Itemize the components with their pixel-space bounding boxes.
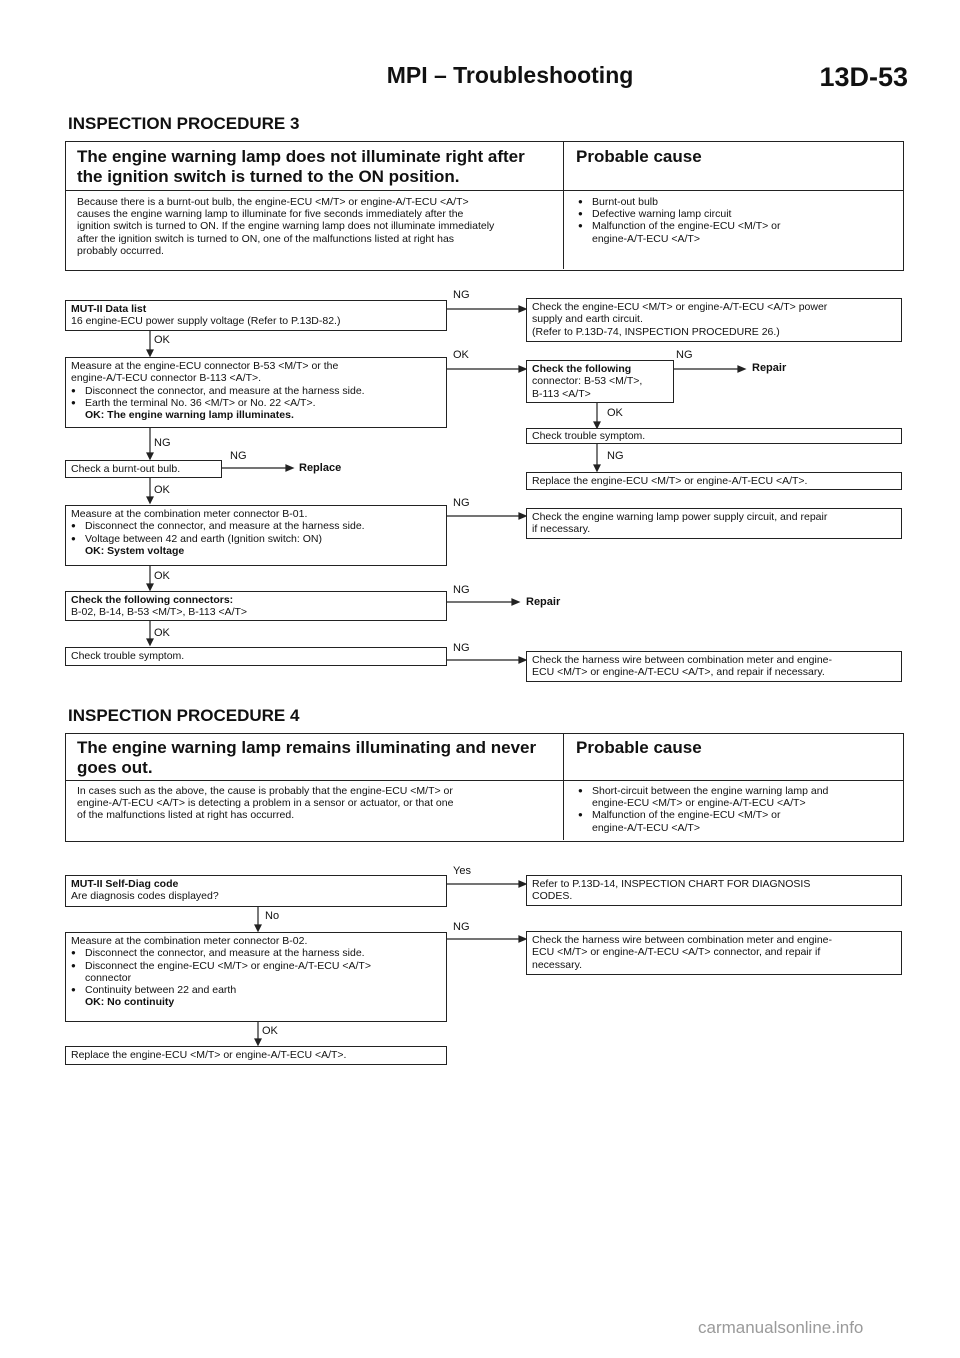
footer-watermark: carmanualsonline.info (698, 1318, 864, 1337)
proc4-harness-box: Check the harness wire between combination meter and engine- ECU <M/T> or engine-A/T-ECU <A/T> connector, and repair if necessary. (526, 931, 902, 975)
label-ng: NG (154, 437, 171, 449)
proc3-right-trouble-symptom-box: Check trouble symptom. (526, 428, 902, 444)
label-ok: OK (154, 334, 170, 346)
proc3-harness-box: Check the harness wire between combination meter and engine- ECU <M/T> or engine-A/T-ECU <A/T>, and repair if necessary. (526, 651, 902, 682)
proc3-ecu-measure-box: Measure at the engine-ECU connector B-53 <M/T> or the engine-A/T-ECU connector B-113 <A/T>. ● Disconnect the connector, and measure at the harness side. ● Earth the terminal No. 36 <M/T> or No. 22 <A/T>. OK: The engine warning lamp illuminates. (65, 357, 447, 428)
label-ng: NG (453, 584, 470, 596)
proc3-cause-list: ● Burnt-out bulb ● Defective warning lamp circuit ● Malfunction of the engine-ECU <M/T> or engine-A/T-ECU <A/T> (578, 196, 898, 245)
proc4-cause-head: Probable cause (576, 738, 702, 757)
label-ng: NG (453, 642, 470, 654)
label-ok: OK (607, 407, 623, 419)
proc4-title: The engine warning lamp remains illuminating and never goes out. (77, 738, 537, 777)
proc3-replace-ecu-box: Replace the engine-ECU <M/T> or engine-A/T-ECU <A/T>. (526, 472, 902, 490)
proc3-title: The engine warning lamp does not illuminate right after the ignition switch is turned to the ON position. (77, 147, 525, 186)
proc4-diag-chart-box: Refer to P.13D-14, INSPECTION CHART FOR DIAGNOSIS CODES. (526, 875, 902, 906)
label-no: No (265, 910, 280, 922)
repair-label: Repair (752, 362, 787, 374)
proc4-cause-table (65, 733, 904, 842)
label-ng: NG (607, 450, 624, 462)
proc3-connectors-box: Check the following connectors: B-02, B-14, B-53 <M/T>, B-113 <A/T> (65, 591, 447, 621)
proc3-description: Because there is a burnt-out bulb, the engine-ECU <M/T> or engine-A/T-ECU <A/T> causes the engine warning lamp to illuminate for five seconds immediately after the ignition switch is turned to ON. If the engine warning lamp does not illuminate immediately after the ignition switch is turned to ON, one of the malfunctions listed at right has probably occurred. (77, 196, 495, 257)
page-number: 13D-53 (819, 62, 908, 92)
proc3-bulb-check-box: Check a burnt-out bulb. (65, 460, 222, 478)
label-ng: NG (453, 497, 470, 509)
label-ng: NG (453, 289, 470, 301)
proc3-mut-data-list-box: MUT-II Data list 16 engine-ECU power supply voltage (Refer to P.13D-82.) (65, 300, 447, 331)
label-ok: OK (154, 570, 170, 582)
proc3-cause-head: Probable cause (576, 147, 702, 166)
repair-label: Repair (526, 596, 561, 608)
proc3-trouble-symptom-box: Check trouble symptom. (65, 647, 447, 666)
label-ok: OK (154, 627, 170, 639)
header-title: MPI – Troubleshooting (386, 62, 634, 88)
proc3-meter-measure-box: Measure at the combination meter connector B-01. ● Disconnect the connector, and measure at the harness side. ● Voltage between 42 and earth (Ignition switch: ON) OK: System voltage (65, 505, 447, 566)
proc4-description: In cases such as the above, the cause is probably that the engine-ECU <M/T> or engine-A/T-ECU <A/T> is detecting a problem in a sensor or actuator, or that one of the malfunctions listed at right has occurred. (77, 785, 454, 822)
replace-label: Replace (299, 462, 342, 474)
proc3-connector-check-box: Check the following connector: B-53 <M/T>, B-113 <A/T> (526, 360, 674, 403)
label-ok: OK (154, 484, 170, 496)
proc4-replace-ecu-box: Replace the engine-ECU <M/T> or engine-A/T-ECU <A/T>. (65, 1046, 447, 1065)
label-ng: NG (676, 349, 693, 361)
proc4-meter-measure-box: Measure at the combination meter connector B-02. ● Disconnect the connector, and measure at the harness side. ● Disconnect the engine-ECU <M/T> or engine-A/T-ECU <A/T> connector ● Continuity between 22 and earth OK: No continuity (65, 932, 447, 1022)
label-ng: NG (453, 921, 470, 933)
proc3-heading: INSPECTION PROCEDURE 3 (68, 114, 300, 133)
proc4-self-diag-box: MUT-II Self-Diag code Are diagnosis codes displayed? (65, 875, 447, 907)
label-ok: OK (262, 1025, 278, 1037)
label-ng: NG (230, 450, 247, 462)
proc4-cause-list: ● Short-circuit between the engine warning lamp and engine-ECU <M/T> or engine-A/T-ECU <A/T> ● Malfunction of the engine-ECU <M/T> or engine-A/T-ECU <A/T> (578, 785, 898, 834)
proc4-heading: INSPECTION PROCEDURE 4 (68, 706, 300, 725)
label-yes: Yes (453, 865, 471, 877)
label-ok: OK (453, 349, 469, 361)
proc3-lamp-power-box: Check the engine warning lamp power supply circuit, and repair if necessary. (526, 508, 902, 539)
proc3-power-circuit-box: Check the engine-ECU <M/T> or engine-A/T-ECU <A/T> power supply and earth circuit. (Refer to P.13D-74, INSPECTION PROCEDURE 26.) (526, 298, 902, 342)
